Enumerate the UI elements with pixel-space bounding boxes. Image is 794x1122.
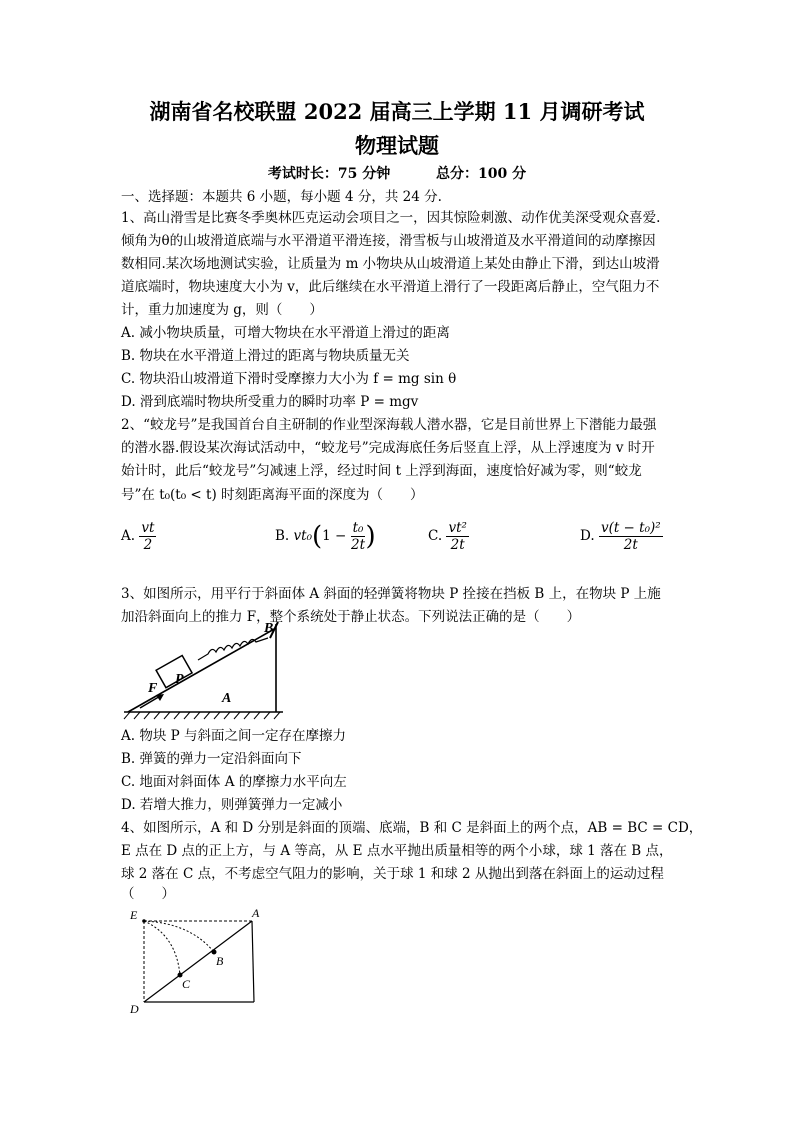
option-label: A. <box>121 528 136 544</box>
option-label: C. <box>428 528 443 544</box>
q1-line-4: 道底端时，物块速度大小为 v，此后继续在水平滑道上滑行了一段距离后静止，空气阻力不 <box>121 279 660 295</box>
q4-line-2: E 点在 D 点的正上方，与 A 等高，从 E 点水平抛出质量相等的两个小球，球 1 落在 B 点， <box>121 843 673 859</box>
q1-line-3: 数相同.某次场地测试实验，让质量为 m 小物块从山坡滑道上某处由静止下滑，到达山坡滑 <box>121 256 660 272</box>
q2-option-b: B. vt₀(1 − $\frac{\text{t₀}}{2t}$ ) <box>275 520 376 553</box>
paper-subtitle: 物理试题 <box>355 133 439 158</box>
numerator: vt <box>141 520 155 536</box>
q2-option-d <box>580 520 663 553</box>
numerator: t₀ <box>352 520 364 536</box>
label-c: C <box>182 977 191 991</box>
label-a: A <box>252 906 260 920</box>
q1-option-b: B. 物块在水平滑道上滑过的距离与物块质量无关 <box>121 348 410 364</box>
q2-line-2: 的潜水器.假设某次海试活动中，“蛟龙号”完成海底任务后竖直上浮，从上浮速度为 v 时开 <box>121 440 655 456</box>
option-label: B. <box>275 528 290 544</box>
section-heading: 一、选择题：本题共 6 小题，每小题 4 分，共 24 分. <box>121 189 442 205</box>
label-p: P <box>175 672 184 687</box>
label-e: E <box>130 908 138 922</box>
q3-option-b: B. 弹簧的弹力一定沿斜面向下 <box>121 751 302 767</box>
expr-prefix: vt₀ <box>293 528 312 544</box>
label-d: D <box>130 1002 139 1016</box>
q4-line-4: （ ） <box>121 886 175 902</box>
numerator: v(t − t₀)² <box>600 520 661 536</box>
q1-line-5: 计，重力加速度为 g，则（ ） <box>121 302 323 318</box>
q2-line-1: 2、“蛟龙号”是我国首台自主研制的作业型深海载人潜水器，它是目前世界上下潜能力最强 <box>121 417 657 433</box>
q1-option-d: D. 滑到底端时物块所受重力的瞬时功率 P = mgv <box>121 394 419 410</box>
q3-line-1: 3、如图所示，用平行于斜面体 A 斜面的轻弹簧将物块 P 拴接在挡板 B 上，在物块 P 上施 <box>121 586 661 602</box>
q3-option-c: C. 地面对斜面体 A 的摩擦力水平向左 <box>121 774 347 790</box>
fraction <box>351 520 366 553</box>
denominator: 2t <box>450 537 465 553</box>
label-a: A <box>222 691 232 706</box>
fraction <box>599 520 663 553</box>
fraction <box>446 520 468 553</box>
denominator: 2 <box>143 537 153 553</box>
q1-option-c: C. 物块沿山坡滑道下滑时受摩擦力大小为 f = mg sin θ <box>121 371 457 387</box>
exam-duration: 考试时长：75 分钟 <box>267 166 391 182</box>
q4-line-3: 球 2 落在 C 点，不考虑空气阻力的影响，关于球 1 和球 2 从抛出到落在斜面上的运动过程 <box>121 866 664 882</box>
q2-line-4: 号”在 t₀(t₀ < t) 时刻距离海平面的深度为（ ） <box>121 487 424 503</box>
q1-option-a: A. 减小物块质量，可增大物块在水平滑道上滑过的距离 <box>121 325 450 341</box>
label-b: B <box>264 621 274 636</box>
q1-line-2: 倾角为θ的山坡滑道底端与水平滑道平滑连接，滑雪板与山坡滑道及水平滑道间的动摩擦因 <box>121 233 656 249</box>
projectile-figure <box>124 905 264 1017</box>
q2-option-a <box>121 520 156 553</box>
spring <box>198 638 268 660</box>
q3-option-d: D. 若增大推力，则弹簧弹力一定减小 <box>121 797 343 813</box>
denominator: 2t <box>623 537 638 553</box>
q3-line-2: 加沿斜面向上的推力 F，整个系统处于静止状态。下列说法正确的是（ ） <box>121 609 581 625</box>
label-f: F <box>148 681 158 696</box>
option-label: D. <box>580 528 595 544</box>
incline-spring-figure <box>118 618 288 722</box>
label-b: B <box>216 954 224 968</box>
numerator: vt² <box>448 520 467 536</box>
fraction <box>139 520 156 553</box>
exam-total: 总分：100 分 <box>436 166 527 182</box>
q2-line-3: 始计时，此后“蛟龙号”匀减速上浮，经过时间 t 上浮到海面，速度恰好减为零，则“蛟龙 <box>121 463 642 479</box>
q3-option-a: A. 物块 P 与斜面之间一定存在摩擦力 <box>121 728 346 744</box>
denominator: 2t <box>351 537 366 553</box>
q2-option-c <box>428 520 469 553</box>
exam-info <box>0 163 794 183</box>
paper-title: 湖南省名校联盟 2022 届高三上学期 11 月调研考试 <box>149 99 645 124</box>
q4-line-1: 4、如图所示，A 和 D 分别是斜面的顶端、底端，B 和 C 是斜面上的两个点，AB = BC = CD， <box>121 820 703 836</box>
q1-line-1: 1、高山滑雪是比赛冬季奥林匹克运动会项目之一，因其惊险刺激、动作优美深受观众喜爱. <box>121 210 661 226</box>
